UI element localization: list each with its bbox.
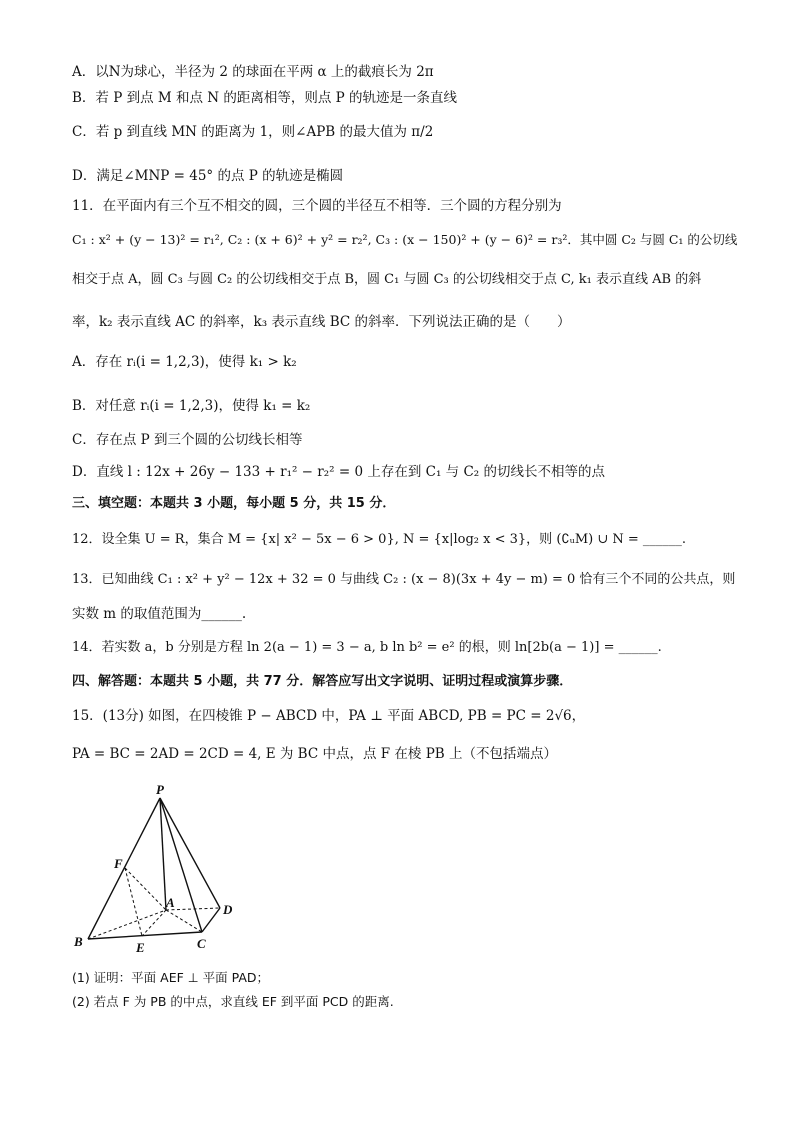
pyramid-svg — [72, 780, 252, 960]
question-15-line2: PA = BC = 2AD = 2CD = 4, E 为 BC 中点，点 F 在棱 PB 上（不包括端点） — [72, 746, 558, 762]
question-11-equations: C₁ : x² + (y − 13)² = r₁², C₂ : (x + 6)² + y² = r₂², C₃ : (x − 150)² + (y − 6)² = r₃²．其中圆 C₂ 与圆 C₁ 的公切线 — [72, 232, 738, 247]
question-11-line3: 相交于点 A，圆 C₃ 与圆 C₂ 的公切线相交于点 B，圆 C₁ 与圆 C₃ 的公切线相交于点 C, k₁ 表示直线 AB 的斜 — [72, 272, 702, 287]
option-10a: A．以N为球心，半径为 2 的球面在平两 α 上的截痕长为 2π — [72, 64, 434, 80]
question-12: 12．设全集 U = R，集合 M = {x| x² − 5x − 6 > 0}, N = {x|log₂ x < 3}，则 (∁ᵤM) ∪ N = ______. — [72, 532, 687, 547]
option-11d: D．直线 l : 12x + 26y − 133 + r₁² − r₂² = 0 上存在到 C₁ 与 C₂ 的切线长不相等的点 — [72, 464, 605, 480]
edge-AE — [142, 910, 166, 936]
edge-CD — [202, 908, 220, 932]
label-P: P — [156, 782, 164, 797]
option-11b: B．对任意 rᵢ(i = 1,2,3)，使得 k₁ = k₂ — [72, 398, 311, 414]
question-14: 14．若实数 a，b 分别是方程 ln 2(a − 1) = 3 − a, b ln b² = e² 的根，则 ln[2b(a − 1)] = ______. — [72, 640, 662, 655]
label-D: D — [223, 902, 233, 917]
pyramid-figure — [72, 780, 252, 960]
label-B: B — [74, 934, 83, 949]
question-15-part1: (1) 证明：平面 AEF ⊥ 平面 PAD； — [72, 970, 270, 985]
label-F: F — [114, 856, 123, 871]
label-C: C — [197, 936, 206, 951]
edge-PB — [88, 798, 160, 939]
edge-FA — [125, 868, 166, 910]
question-13-line2: 实数 m 的取值范围为______. — [72, 606, 247, 622]
option-11c: C．存在点 P 到三个圆的公切线长相等 — [72, 432, 303, 448]
question-11-line4: 率，k₂ 表示直线 AC 的斜率，k₃ 表示直线 BC 的斜率．下列说法正确的是（ ） — [72, 314, 571, 330]
label-E: E — [136, 940, 145, 955]
question-15-line1: 15．(13分) 如图，在四棱锥 P − ABCD 中，PA ⊥ 平面 ABCD, PB = PC = 2√6， — [72, 708, 586, 724]
edge-PC — [160, 798, 202, 932]
option-10d: D．满足∠MNP = 45° 的点 P 的轨迹是椭圆 — [72, 168, 344, 184]
question-11-stem: 11．在平面内有三个互不相交的圆，三个圆的半径互不相等．三个圆的方程分别为 — [72, 198, 562, 214]
option-11a: A．存在 rᵢ(i = 1,2,3)，使得 k₁ > k₂ — [72, 354, 297, 370]
section-4-heading: 四、解答题：本题共 5 小题，共 77 分．解答应写出文字说明、证明过程或演算步骤． — [72, 674, 573, 689]
option-10c: C．若 p 到直线 MN 的距离为 1，则∠APB 的最大值为 π/2 — [72, 124, 434, 140]
edge-FE — [125, 868, 142, 936]
section-3-heading: 三、填空题：本题共 3 小题，每小题 5 分，共 15 分． — [72, 496, 396, 511]
question-13-line1: 13．已知曲线 C₁ : x² + y² − 12x + 32 = 0 与曲线 C₂ : (x − 8)(3x + 4y − m) = 0 恰有三个不同的公共点，则 — [72, 572, 736, 587]
label-A: A — [166, 895, 175, 910]
option-10b: B．若 P 到点 M 和点 N 的距离相等，则点 P 的轨迹是一条直线 — [72, 90, 458, 106]
question-15-part2: (2) 若点 F 为 PB 的中点，求直线 EF 到平面 PCD 的距离. — [72, 994, 394, 1009]
